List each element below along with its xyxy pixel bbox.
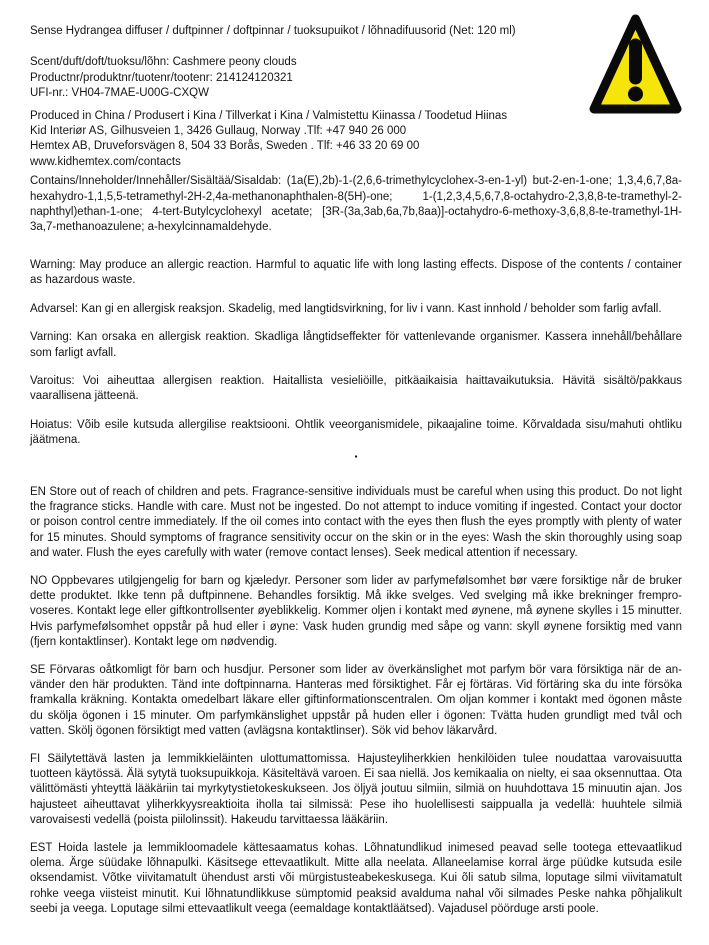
section-divider: [30, 451, 682, 463]
hazard-warning-fi: Varoitus: Voi aiheuttaa allergisen reaktion. Haitallista vesieliöille, pitkäaikaisia haittavaikutuksia. Hävitä sisältö/pakkaus vaarallisena jätteenä.: [30, 374, 682, 403]
hazard-warning-se: Varning: Kan orsaka en allergisk reaktion. Skadliga långtidseffekter för vattenlevande organismer. Kassera innehåll/behållare som farligt avfall.: [30, 331, 682, 359]
produced-in-line: Produced in China / Produsert i Kina / Tillverkat i Kina / Valmistettu Kiinassa / Toodetud Hiinas: [30, 109, 508, 122]
safety-instructions-fi: FI Säilytettävä lasten ja lemmikkieläinten ulottumattomissa. Hajusteyliherkkien henkilöiden tulee noudattaa varovaisuutta tuotteen käytössä. Älä sytytä tuoksupuikkoja. Käsiteltävä varoen. Ei saa niellä. Jos kemikaalia on nielty, ei saa oksennuttaa. Ota välittömästi yhteyttä lääkäriin tai myrkytystietokeskukseen. Jos öljyä joutuu silmiin, silmiä on huuhdottava 15 minuutin ajan. Jos hajusteet aiheuttavat yliherkkyysreaktioita iholla tai silmissä: Pese iho huolellisesti saippualla ja vedellä: huuhtele silmiä varovaisesti vedellä (poista piilolinssit). Hakeudu tarvittaessa lääkäriin.: [30, 752, 682, 827]
product-title: Sense Hydrangea diffuser / duftpinner / doftpinnar / tuoksupuikot / lõhnadifuusorid (Net: 120 ml): [30, 25, 516, 37]
hazard-warning-en: Warning: May produce an allergic reaction. Harmful to aquatic life with long lasting effects. Dispose of the contents / container as hazardous waste.: [30, 258, 682, 287]
producer-block: [30, 109, 682, 171]
website-line: www.kidhemtex.com/contacts: [30, 155, 181, 168]
ingredients-paragraph: Contains/Inneholder/Innehåller/Sisältää/Sisaldab: (1a(E),2b)-1-(2,6,6-trimethylcyclohex-3-en-1-yl) but-2-en-1-one; 1,3,4,6,7,8a-hexahydro-1,1,5,5-tetramethyl-2H-2,4a-methanonaphthalen-8(5H)-one; 1-(1,2,3,4,5,6,7,8-octahydro-2,3,8,8-te-tramethyl-2-naphthyl)ethan-1-one; 4-tert-Butylcyclohexyl acetate; [3R-(3a,3ab,6a,7b,8aa)]-octahydro-6-methoxy-3,6,8,8-te-tramethyl-1H-3a,7-methanoazulene; a-hexylcinnamaldehyde.: [30, 175, 682, 234]
ufi-line: UFI-nr.: VH04-7MAE-U00G-CXQW: [30, 87, 209, 100]
safety-instructions-no: NO Oppbevares utilgjengelig for barn og kjæledyr. Personer som lider av parfymefølsomhet bør være forsiktige når de bruker dette produktet. Ikke tenn på duftpinnene. Behandles forsiktig. Må ikke svelges. Ved svelging må ikke brekninger frempro-voseres. Kontakt lege eller giftkontrollsenter øyeblikkelig. Kommer oljen i kontakt med øynene, må øynene skylles i 15 minutter. Hvis parfymefølsomhet oppstår på hud eller i øyne: Vask huden grundig med såpe og vann: skyll øynene forsiktig med vann (fjern kontaktlinser). Kontakt lege om nødvendig.: [30, 574, 682, 649]
safety-instructions-se: SE Förvaras oåtkomligt för barn och husdjur. Personer som lider av överkänslighet mot parfym bör vara försiktiga när de an-vänder den här produkten. Tänd inte doftpinnarna. Hanteras med försiktighet. Får ej förtäras. Vid förtäring ska du inte försöka framkalla kräkning. Kontakta omedelbart läkare eller giftinformationscentralen. Om oljan kommer i kontakt med ögonen måste du skölja ögonen i 15 minuter. Om parfymkänslighet uppstår på huden eller i ögonen: Tvätta huden grundligt med tvål och vatten. Skölj ögonen försiktigt med vatten (avlägsna kontaktlinser). Sök vid behov läkarvård.: [30, 663, 682, 738]
safety-instructions-est: EST Hoida lastele ja lemmikloomadele kättesaamatus kohas. Lõhnatundlikud inimesed peavad selle tootega ettevaatlikud olema. Ärge süüdake lõhnapulki. Käsitsege ettevaatlikult. Mitte alla neelata. Allaneelamise korral ärge püüdke kutsuda esile oksendamist. Võtke viivitamatult ühendust arsti või mürgistusteabekeskusega. Kui õli satub silma, loputage silmi viivitamatult rohke veega viisteist minutit. Kui lõhnatundlikkuse sümptomid peaksid avalduma nahal või silmades Peske nahka põhjalikult seebi ja veega. Loputage silmi ettevaatlikult veega (eemaldage kontaktläätsed). Vajadusel pöörduge arsti poole.: [30, 841, 682, 916]
hazard-warning-est: Hoiatus: Võib esile kutsuda allergilise reaktsiooni. Ohtlik veeorganismidele, pikaajaline toime. Kõrvaldada sisu/mahuti ohtliku jäätmena.: [30, 418, 682, 447]
label-content: [30, 24, 682, 918]
product-number-line: Productnr/produktnr/tuotenr/tootenr: 214124120321: [30, 71, 293, 84]
scent-line: Scent/duft/doft/tuoksu/lõhn: Cashmere peony clouds: [30, 56, 297, 69]
address-sweden-line: Hemtex AB, Druveforsvägen 8, 504 33 Borås, Sweden . Tlf: +46 33 20 69 00: [30, 140, 420, 153]
address-norway-line: Kid Interiør AS, Gilhusveien 1, 3426 Gullaug, Norway .Tlf: +47 940 26 000: [30, 125, 407, 138]
safety-instructions-en: EN Store out of reach of children and pets. Fragrance-sensitive individuals must be careful when using this product. Do not light the fragrance sticks. Handle with care. Must not be ingested. Do not attempt to induce vomiting if ingested. Contact your doctor or poison control centre immediately. If the oil comes into contact with the eyes then flush the eyes promptly with plenty of water for 15 minutes. Should symptoms of fragrance sensitivity occur on the skin or in the eyes: Wash the skin thoroughly using soap and water. Flush the eyes carefully with water (remove contact lenses). Seek medical attention if necessary.: [30, 485, 682, 560]
hazard-warning-no: Advarsel: Kan gi en allergisk reaksjon. Skadelig, med langtidsvirkning, for liv i vann. Kast innhold / beholder som farlig avfall.: [30, 302, 662, 315]
divider-dot-icon: ▪: [354, 451, 358, 461]
product-info-block: [30, 55, 682, 101]
